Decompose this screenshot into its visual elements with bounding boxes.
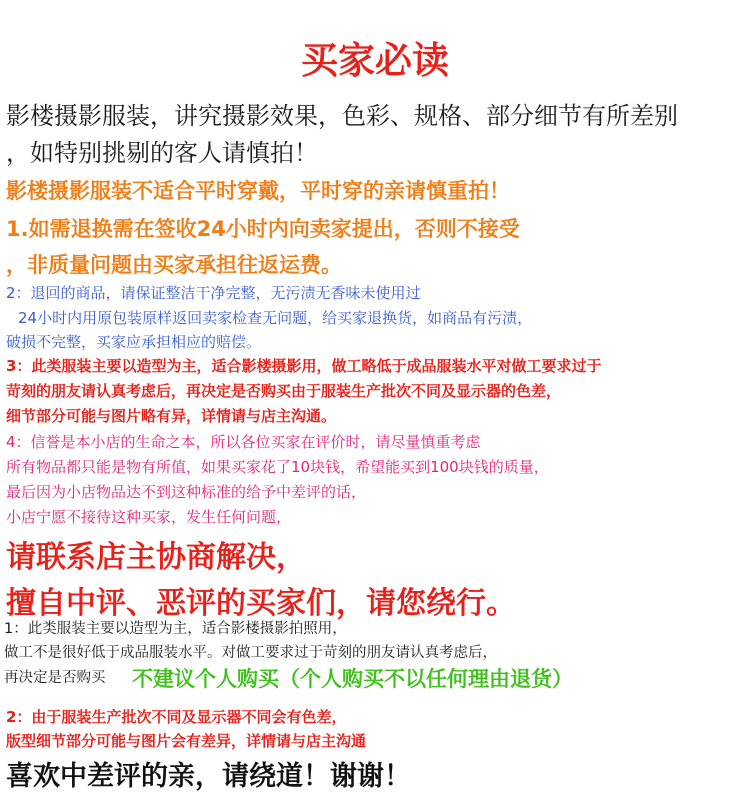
rule2-line-1: 2：退回的商品，请保证整洁干净完整，无污渍无香味未使用过 (6, 284, 421, 302)
note1-line-1: 1：此类服装主要以造型为主，适合影楼摄影拍照用， (4, 621, 347, 637)
rule1-line-2: ，非质量问题由买家承担往返运费。 (6, 253, 342, 277)
rule1-line-1: 1.如需退换需在签收24小时内向卖家提出，否则不接受 (6, 217, 520, 241)
rule4-line-2: 所有物品都只能是物有所值，如果买家花了10块钱，希望能买到100块钱的质量， (6, 458, 549, 476)
intro-line-2: ，如特别挑剔的客人请慎拍！ (6, 139, 318, 167)
rule2-line-3: 破损不完整，买家应承担相应的赔偿。 (6, 333, 262, 351)
rule3-line-1: 3：此类服装主要以造型为主，适合影楼摄影用，做工略低于成品服装水平对做工要求过于 (6, 357, 602, 375)
rule4-line-3: 最后因为小店物品达不到这种标准的给予中差评的话， (6, 483, 367, 501)
note1-line-3: 再决定是否购买 (4, 670, 106, 686)
contact-line: 请联系店主协商解决， (6, 540, 306, 575)
rule4-line-4: 小店宁愿不接待这种买家，发生任何问题， (6, 508, 292, 526)
closing-line: 喜欢中差评的亲，请绕道！谢谢！ (6, 761, 411, 792)
note2-line-2: 版型细节部分可能与图片会有差异，详情请与店主沟通 (6, 732, 367, 750)
note1-highlight: 不建议个人购买（个人购买不以任何理由退货） (132, 667, 573, 691)
rule3-line-2: 苛刻的朋友请认真考虑后，再决定是否购买由于服装生产批次不同及显示器的色差， (6, 382, 562, 400)
note1-line-2: 做工不是很好低于成品服装水平。对做工要求过于苛刻的朋友请认真考虑后， (4, 645, 497, 661)
rule3-line-3: 细节部分可能与图片略有异，详情请与店主沟通。 (6, 407, 337, 425)
intro-line-1: 影楼摄影服装，讲究摄影效果，色彩、规格、部分细节有所差别 (6, 102, 678, 130)
warning-line: 影楼摄影服装不适合平时穿戴，平时穿的亲请慎重拍！ (6, 179, 510, 203)
note2-line-1: 2：由于服装生产批次不同及显示器不同会有色差， (6, 708, 347, 726)
rule4-line-1: 4：信誉是本小店的生命之本，所以各位买家在评价时，请尽量慎重考虑 (6, 433, 481, 451)
page-title: 买家必读 (301, 39, 449, 82)
rule2-line-2: 24小时内用原包装原样返回卖家检查无问题，给买家退换货，如商品有污渍， (18, 309, 533, 327)
bad-review-line: 擅自中评、恶评的买家们，请您绕行。 (6, 586, 516, 621)
